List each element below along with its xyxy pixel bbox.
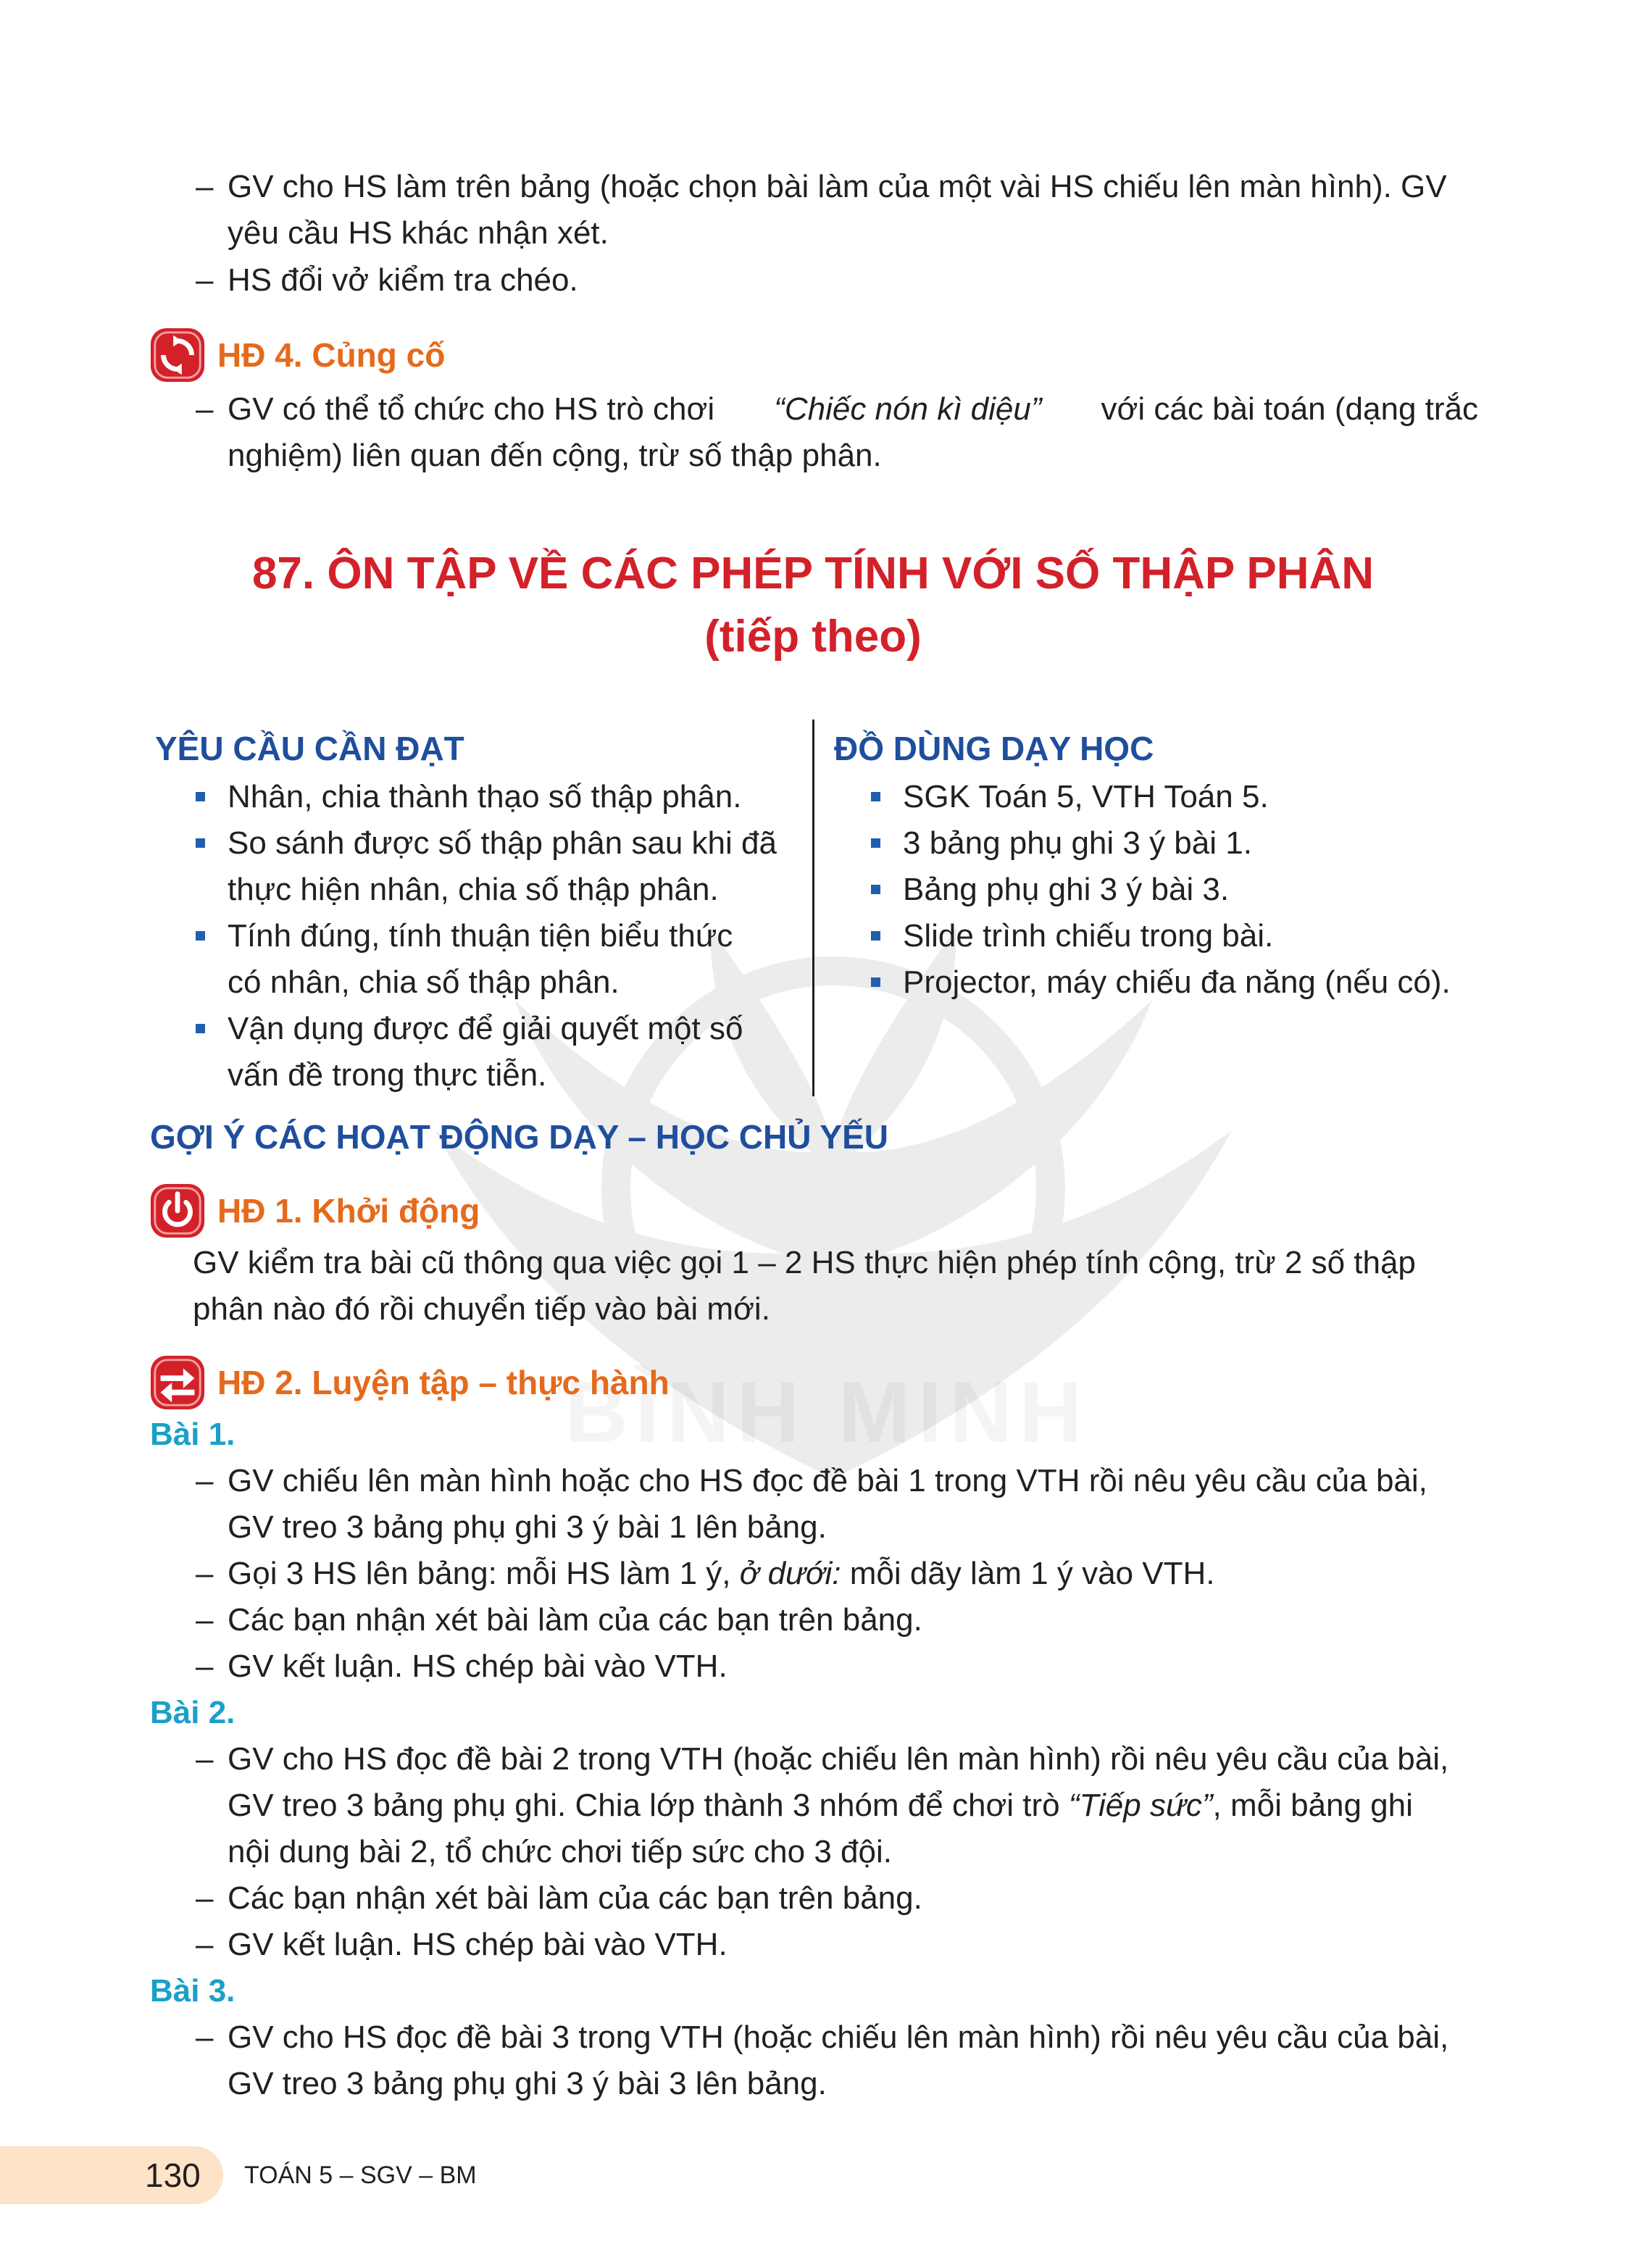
refresh-cycle-icon xyxy=(149,327,206,383)
dash-marker: – xyxy=(196,1880,214,1916)
material-item: 3 bảng phụ ghi 3 ý bài 1. xyxy=(903,825,1252,861)
hd2-title: HĐ 2. Luyện tập – thực hành xyxy=(217,1364,670,1401)
dash-marker: – xyxy=(196,1602,214,1638)
dash-marker: – xyxy=(196,169,214,204)
exchange-arrows-icon xyxy=(149,1354,206,1411)
bai-2-line-part: GV treo 3 bảng phụ ghi. Chia lớp thành 3 nhóm để chơi trò xyxy=(228,1788,1069,1823)
hd1-line-2: phân nào đó rồi chuyển tiếp vào bài mới. xyxy=(193,1291,770,1327)
hd4-heading xyxy=(149,327,445,383)
game-name: “Tiếp sức” xyxy=(1068,1788,1213,1823)
hd4-line-1 xyxy=(228,386,1478,433)
list-item: HS đổi vở kiểm tra chéo. xyxy=(228,262,578,298)
bullet-marker xyxy=(871,977,880,987)
material-item: SGK Toán 5, VTH Toán 5. xyxy=(903,779,1269,814)
hd1-title: HĐ 1. Khởi động xyxy=(217,1192,480,1230)
bai-2-line: GV kết luận. HS chép bài vào VTH. xyxy=(228,1927,727,1962)
bai-2-line: Các bạn nhận xét bài làm của các bạn trên bảng. xyxy=(228,1880,922,1916)
page-number: 130 xyxy=(145,2156,201,2194)
requirement-item: Vận dụng được để giải quyết một số xyxy=(228,1011,743,1046)
dash-marker: – xyxy=(196,1556,214,1591)
hd1-line-1: GV kiểm tra bài cũ thông qua việc gọi 1 – 2 HS thực hiện phép tính cộng, trừ 2 số thập xyxy=(193,1245,1416,1280)
requirement-item-continued: vấn đề trong thực tiễn. xyxy=(228,1057,547,1093)
bai-3-label: Bài 3. xyxy=(150,1973,235,2009)
bai-3-line-continued: GV treo 3 bảng phụ ghi 3 ý bài 3 lên bảng. xyxy=(228,2066,827,2101)
material-item: Projector, máy chiếu đa năng (nếu có). xyxy=(903,964,1451,1000)
lesson-subtitle: (tiếp theo) xyxy=(704,612,922,662)
bullet-marker xyxy=(196,792,205,801)
list-item-continued: yêu cầu HS khác nhận xét. xyxy=(228,215,609,251)
requirement-item: Tính đúng, tính thuận tiện biểu thức xyxy=(228,918,733,954)
requirements-heading: YÊU CẦU CẦN ĐẠT xyxy=(155,730,464,767)
dash-marker: – xyxy=(196,1648,214,1684)
game-name: “Chiếc nón kì diệu” xyxy=(774,391,1042,427)
bullet-marker xyxy=(196,931,205,941)
dash-marker: – xyxy=(196,1927,214,1962)
bai-1-line xyxy=(228,1551,1214,1597)
bai-1-label: Bài 1. xyxy=(150,1417,235,1452)
requirement-item-continued: có nhân, chia số thập phân. xyxy=(228,964,620,1000)
hd4-line-1-end: với các bài toán (dạng trắc xyxy=(1092,391,1478,427)
bullet-marker xyxy=(871,885,880,894)
footer-book-title: TOÁN 5 – SGV – BM xyxy=(244,2161,477,2189)
bai-3-line: GV cho HS đọc đề bài 3 trong VTH (hoặc chiếu lên màn hình) rồi nêu yêu cầu của bài, xyxy=(228,2019,1449,2055)
hd4-title: HĐ 4. Củng cố xyxy=(217,336,446,374)
materials-heading: ĐỒ DÙNG DẠY HỌC xyxy=(834,730,1154,767)
bai-2-label: Bài 2. xyxy=(150,1695,235,1730)
bullet-marker xyxy=(871,931,880,941)
bai-1-line-part: mỗi dãy làm 1 ý vào VTH. xyxy=(841,1556,1215,1591)
bullet-marker xyxy=(196,838,205,848)
requirement-item: Nhân, chia thành thạo số thập phân. xyxy=(228,779,742,814)
bai-2-line-continued: nội dung bài 2, tổ chức chơi tiếp sức cho 3 đội. xyxy=(228,1834,892,1869)
bullet-marker xyxy=(871,838,880,848)
hd4-line-2: nghiệm) liên quan đến cộng, trừ số thập phân. xyxy=(228,438,882,473)
bai-1-line-italic: ở dưới: xyxy=(739,1556,841,1591)
bai-1-line: GV kết luận. HS chép bài vào VTH. xyxy=(228,1648,727,1684)
bai-1-line-part: Gọi 3 HS lên bảng: mỗi HS làm 1 ý, xyxy=(228,1556,740,1591)
requirement-item-continued: thực hiện nhân, chia số thập phân. xyxy=(228,872,719,907)
bullet-marker xyxy=(196,1024,205,1033)
dash-marker: – xyxy=(196,262,214,298)
dash-marker: – xyxy=(196,1463,214,1498)
material-item: Slide trình chiếu trong bài. xyxy=(903,918,1274,954)
lesson-title: 87. ÔN TẬP VỀ CÁC PHÉP TÍNH VỚI SỐ THẬP PHÂN xyxy=(251,549,1375,599)
requirement-item: So sánh được số thập phân sau khi đã xyxy=(228,825,777,861)
bai-1-line: GV chiếu lên màn hình hoặc cho HS đọc đề bài 1 trong VTH rồi nêu yêu cầu của bài, xyxy=(228,1463,1427,1498)
bai-2-line-continued xyxy=(228,1783,1413,1829)
bai-2-line: GV cho HS đọc đề bài 2 trong VTH (hoặc chiếu lên màn hình) rồi nêu yêu cầu của bài, xyxy=(228,1741,1449,1777)
list-item: GV cho HS làm trên bảng (hoặc chọn bài làm của một vài HS chiếu lên màn hình). GV xyxy=(228,169,1447,204)
hd1-heading xyxy=(149,1183,480,1239)
activities-heading: GỢI Ý CÁC HOẠT ĐỘNG DẠY – HỌC CHỦ YẾU xyxy=(150,1118,888,1156)
material-item: Bảng phụ ghi 3 ý bài 3. xyxy=(903,872,1230,907)
dash-marker: – xyxy=(196,1741,214,1777)
bullet-marker xyxy=(871,792,880,801)
bai-2-line-part: , mỗi bảng ghi xyxy=(1212,1788,1413,1823)
bai-1-line: Các bạn nhận xét bài làm của các bạn trên bảng. xyxy=(228,1602,922,1638)
hd2-heading xyxy=(149,1354,670,1411)
bai-1-line-continued: GV treo 3 bảng phụ ghi 3 ý bài 1 lên bảng. xyxy=(228,1509,827,1545)
dash-marker: – xyxy=(196,391,214,427)
column-divider xyxy=(812,720,814,1096)
dash-marker: – xyxy=(196,2019,214,2055)
power-icon xyxy=(149,1183,206,1239)
hd4-line-1-start: GV có thể tổ chức cho HS trò chơi xyxy=(228,391,724,427)
